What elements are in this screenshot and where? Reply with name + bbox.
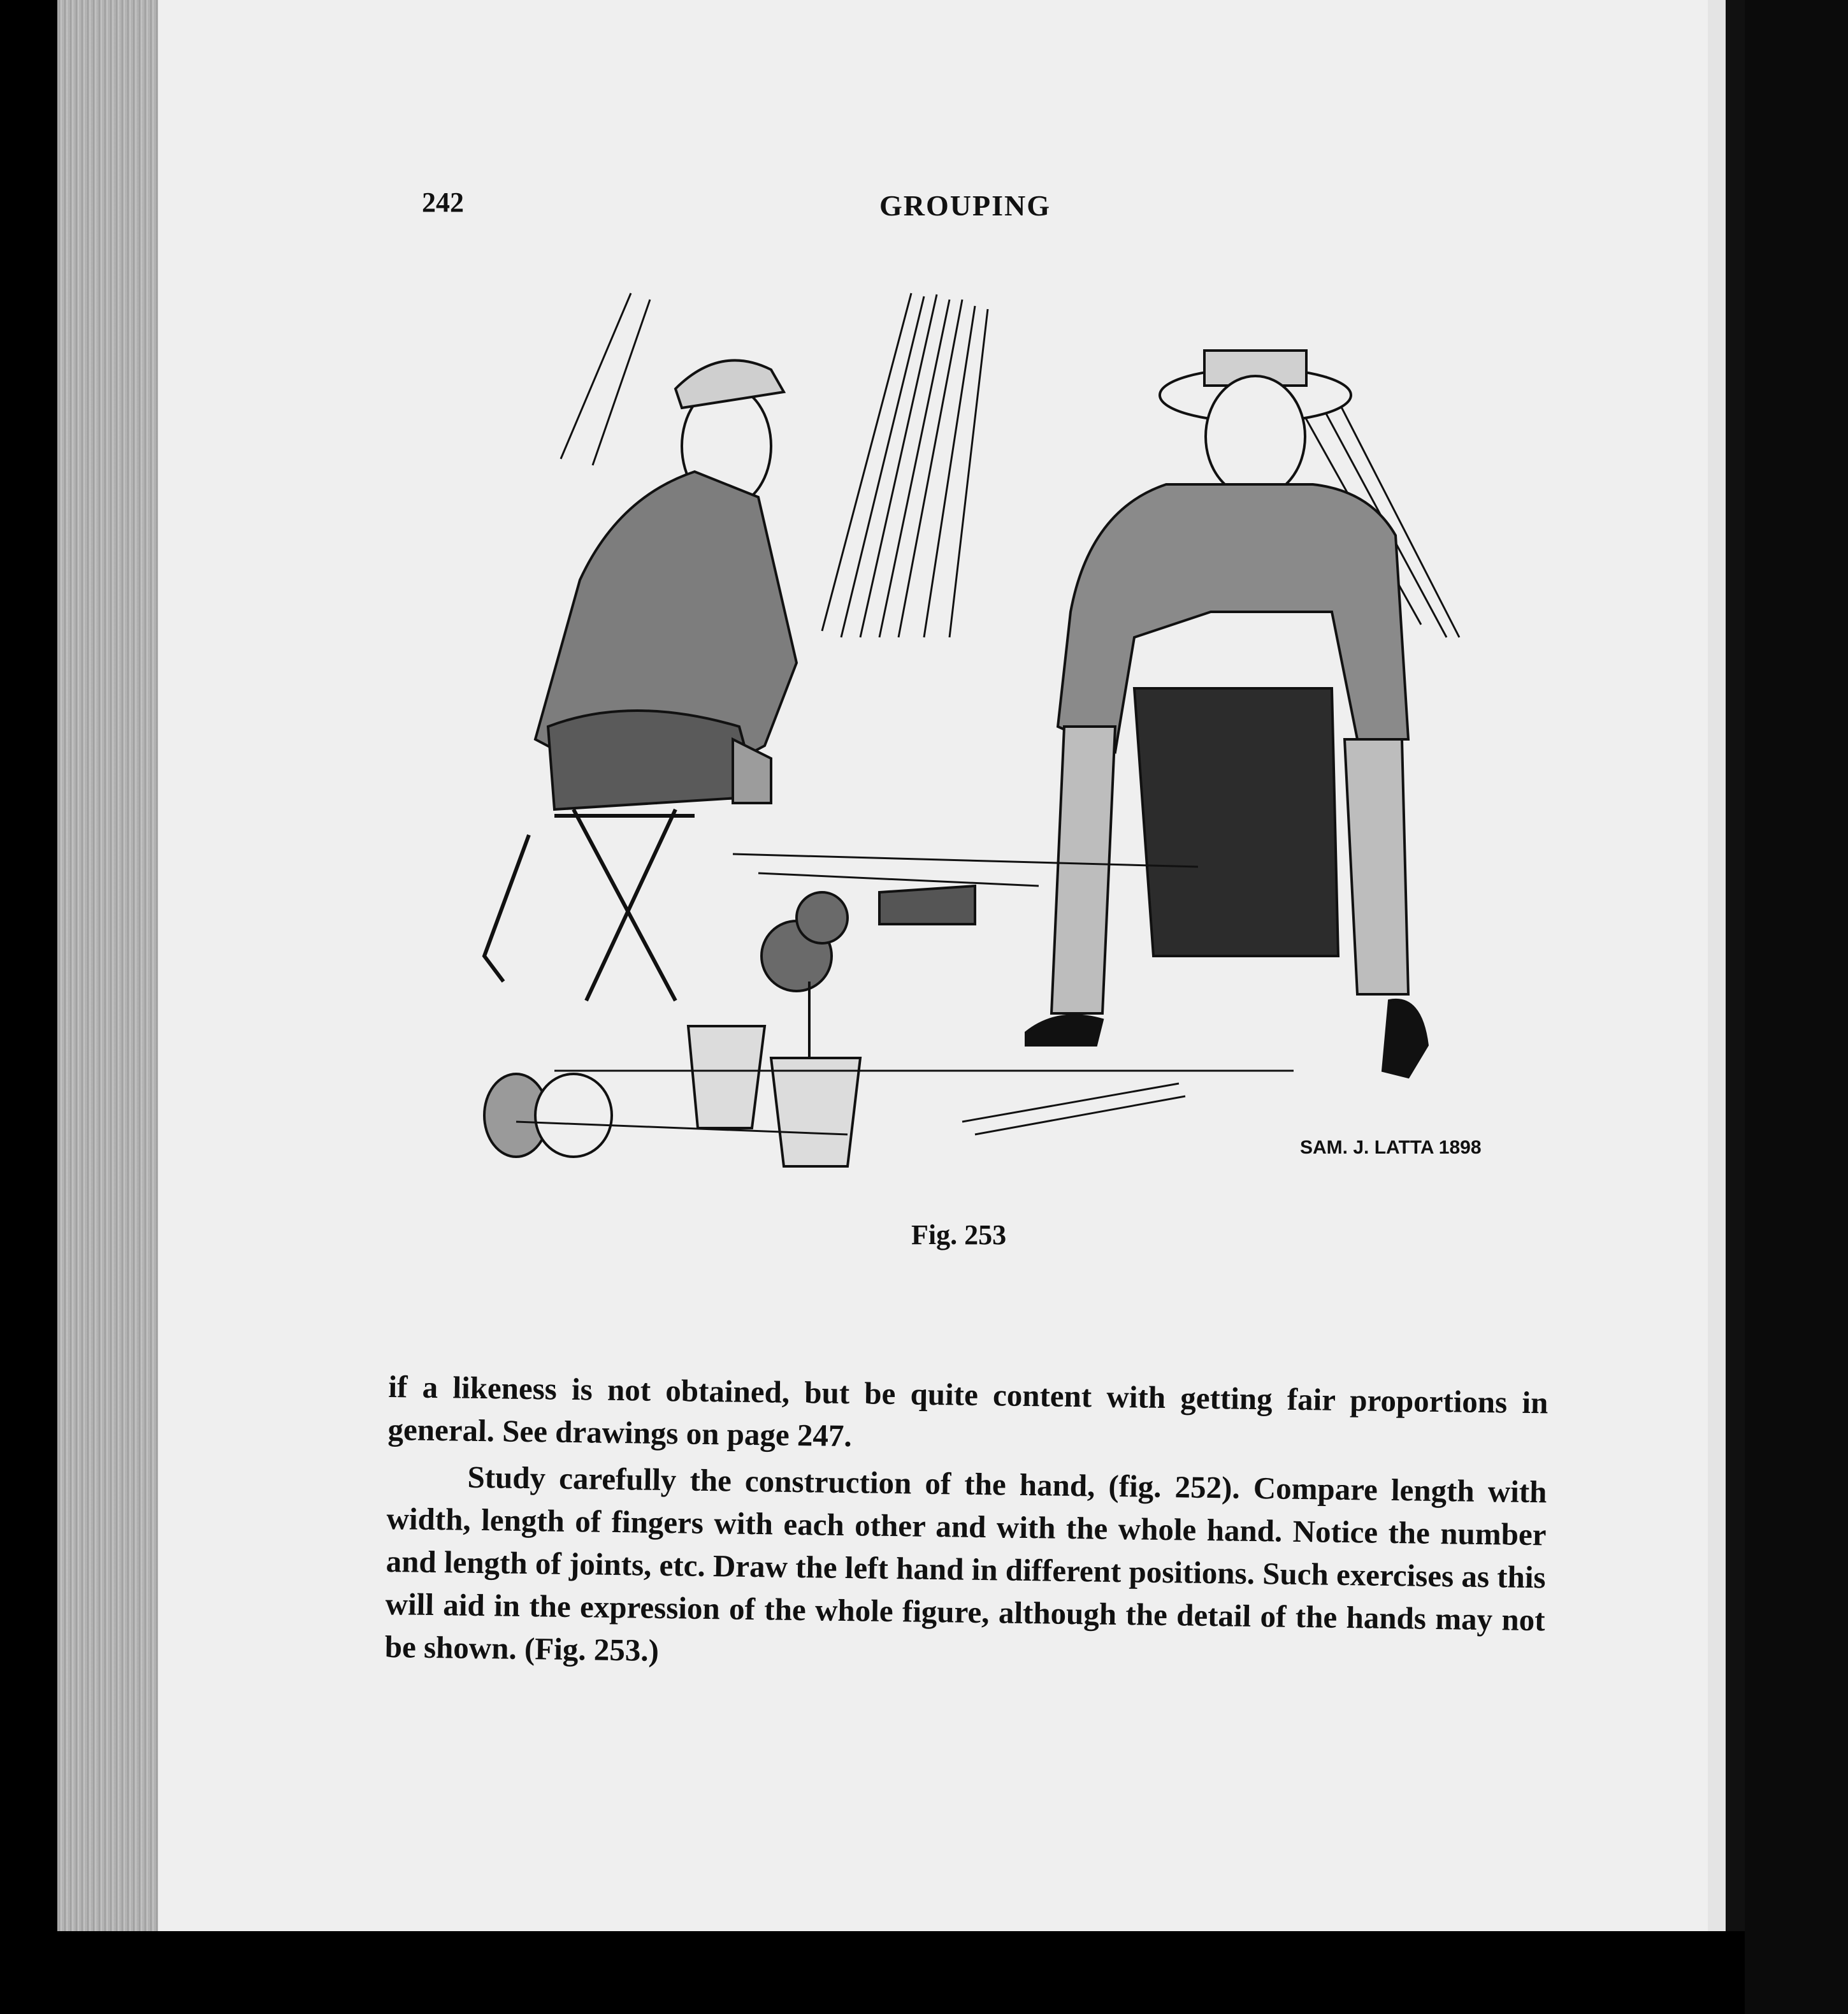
page-stack-edges [57,0,159,1931]
paragraph: if a likeness is not obtained, but be quite content with getting fair proportions in general. See drawings on page 247. [387,1368,1548,1454]
paragraph: Study carefully the construction of the hand, (fig. 252). Compare length with width, length of fingers with each other and with the whole hand. Notice the number and length of joints, etc. Draw the left hand in different positions. Such exercises as this will aid in the expression of the whole figure, although the detail of the hands may not be shown. (Fig. 253.) [384,1459,1547,1668]
running-title: GROUPING [879,189,1051,222]
rolled-pot [484,1074,612,1157]
figure-253-illustration [465,280,1485,1217]
seated-man-in-cap [484,360,797,1001]
body-text [384,1365,1548,1688]
book-gutter [1726,0,1745,1931]
artist-signature: SAM. J. LATTA 1898 [1300,1137,1482,1158]
board-on-ground [879,886,975,924]
figure-caption: Fig. 253 [911,1219,1007,1250]
page-right-margin [1708,0,1726,1931]
page-number: 242 [422,187,464,218]
adjacent-page [1745,0,1848,2014]
flower-pots [688,892,860,1166]
